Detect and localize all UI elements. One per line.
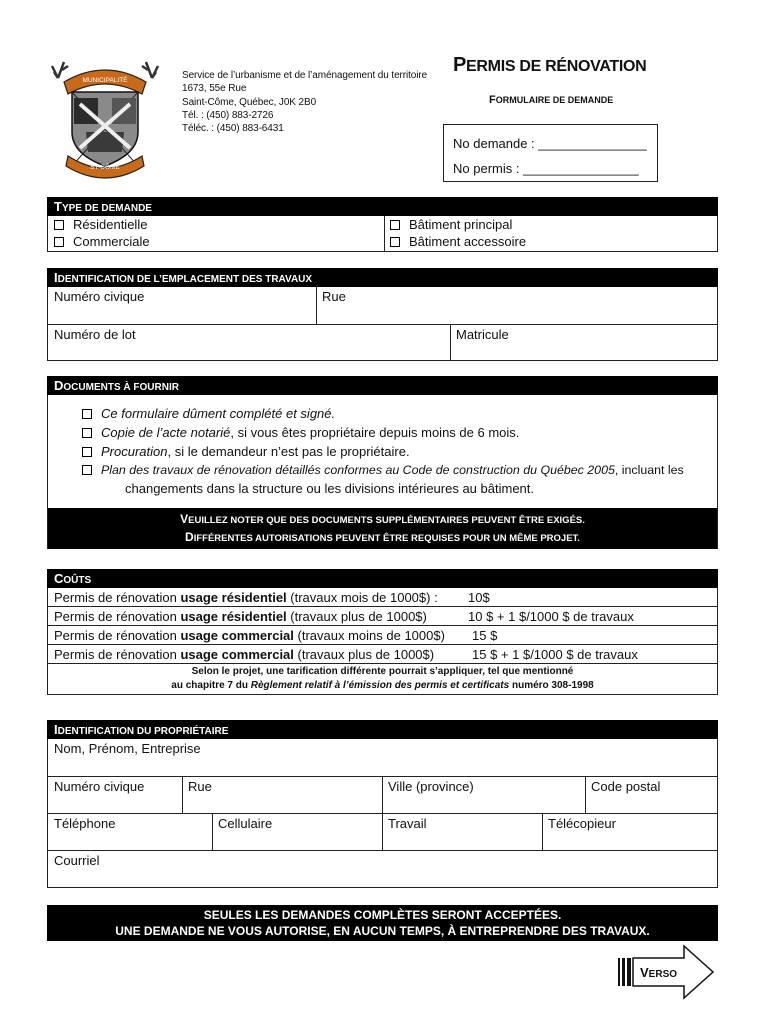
cost-row: Permis de rénovation usage résidentiel (travaux plus de 1000$) 10 $ + 1 $/1000 $ de travaux	[48, 607, 717, 626]
footer-notice: SEULES LES DEMANDES COMPLÈTES SERONT ACCEPTÉES. UNE DEMANDE NE VOUS AUTORISE, EN AUCUN TEMPS, À ENTREPRENDRE DES TRAVAUX.	[47, 905, 718, 941]
checkbox-icon[interactable]	[82, 409, 92, 419]
documents-section	[47, 376, 718, 549]
numero-civique-field[interactable]: Numéro civique	[54, 289, 145, 304]
logo-text-top: MUNICIPALITÉ	[82, 77, 128, 84]
request-number-box[interactable]	[443, 124, 658, 182]
proprietaire-section	[47, 720, 718, 888]
document-item: Ce formulaire dûment complété et signé.	[82, 406, 335, 421]
no-permis-field[interactable]: No permis : ________________	[453, 161, 639, 176]
couts-section	[47, 569, 718, 695]
organization-address	[182, 69, 427, 135]
verso-arrow-icon[interactable]	[616, 944, 716, 1000]
nom-field[interactable]: Nom, Prénom, Entreprise	[54, 741, 201, 756]
section-heading: DOCUMENTS À FOURNIR	[47, 376, 718, 395]
proprio-numero-civique-field[interactable]: Numéro civique	[54, 779, 145, 794]
checkbox-icon[interactable]	[82, 428, 92, 438]
checkbox-icon[interactable]	[390, 220, 400, 230]
document-item: Copie de l’acte notarié, si vous êtes propriétaire depuis moins de 6 mois.	[82, 425, 519, 440]
org-line: Tél. : (450) 883-2726	[182, 109, 274, 121]
document-item-continued: changements dans la structure ou les divisions intérieures au bâtiment.	[125, 481, 534, 496]
document-item: Procuration, si le demandeur n’est pas le propriétaire.	[82, 444, 410, 459]
type-demande-section	[47, 197, 718, 252]
org-line: Téléc. : (450) 883-6431	[182, 123, 284, 135]
no-demande-field[interactable]: No demande : _______________	[453, 136, 647, 151]
checkbox-icon[interactable]	[54, 220, 64, 230]
code-postal-field[interactable]: Code postal	[591, 779, 661, 794]
page-subtitle: FORMULAIRE DE DEMANDE	[489, 94, 614, 106]
checkbox-icon[interactable]	[390, 237, 400, 247]
checkbox-commerciale[interactable]: Commerciale	[54, 234, 150, 249]
costs-note: Selon le projet, une tarification différente pourrait s’appliquer, tel que mentionné au chapitre 7 du Règlement relatif à l’émission des permis et certificats numéro 308-1998	[171, 666, 594, 691]
courriel-field[interactable]: Courriel	[54, 853, 100, 868]
org-line: 1673, 55e Rue	[182, 83, 247, 95]
page-title: PERMIS DE RÉNOVATION	[453, 54, 647, 76]
org-line: Service de l’urbanisme et de l’aménagement du territoire	[182, 70, 428, 81]
telephone-field[interactable]: Téléphone	[54, 816, 116, 831]
checkbox-icon[interactable]	[82, 447, 92, 457]
section-heading: IDENTIFICATION DE L’EMPLACEMENT DES TRAVAUX	[47, 268, 718, 287]
checkbox-batiment-principal[interactable]: Bâtiment principal	[390, 217, 512, 232]
proprio-rue-field[interactable]: Rue	[188, 779, 212, 794]
cellulaire-field[interactable]: Cellulaire	[218, 816, 273, 831]
document-item: Plan des travaux de rénovation détaillés conformes au Code de construction du Québec 2005, incluant les	[82, 463, 684, 477]
matricule-field[interactable]: Matricule	[456, 327, 509, 342]
rue-field[interactable]: Rue	[322, 289, 346, 304]
ville-field[interactable]: Ville (province)	[388, 779, 474, 794]
cost-row: Permis de rénovation usage résidentiel (travaux mois de 1000$) : 10$	[48, 588, 717, 607]
section-heading: TYPE DE DEMANDE	[47, 197, 718, 216]
section-heading: COÛTS	[47, 569, 718, 588]
org-line: Saint-Côme, Québec, J0K 2B0	[182, 96, 317, 108]
cost-row: Permis de rénovation usage commercial (travaux moins de 1000$) 15 $	[48, 626, 717, 645]
travail-field[interactable]: Travail	[388, 816, 427, 831]
documents-notice: VEUILLEZ NOTER QUE DES DOCUMENTS SUPPLÉMENTAIRES PEUVENT ÊTRE EXIGÉS. DIFFÉRENTES AUTORISATIONS PEUVENT ÊTRE REQUISES POUR UN MÊME PROJET.	[48, 508, 717, 549]
numero-lot-field[interactable]: Numéro de lot	[54, 327, 136, 342]
checkbox-residentielle[interactable]: Résidentielle	[54, 217, 147, 232]
telecopieur-field[interactable]: Télécopieur	[548, 816, 616, 831]
logo-text-bottom: ST-CÔME	[90, 164, 120, 171]
checkbox-batiment-accessoire[interactable]: Bâtiment accessoire	[390, 234, 526, 249]
checkbox-icon[interactable]	[82, 465, 92, 475]
verso-label[interactable]: VERSO	[640, 965, 678, 980]
section-heading: IDENTIFICATION DU PROPRIÉTAIRE	[47, 720, 718, 739]
municipal-coat-of-arms-logo	[50, 48, 160, 180]
checkbox-icon[interactable]	[54, 237, 64, 247]
emplacement-section	[47, 268, 718, 361]
cost-row: Permis de rénovation usage commercial (travaux plus de 1000$) 15 $ + 1 $/1000 $ de travaux	[48, 645, 717, 664]
